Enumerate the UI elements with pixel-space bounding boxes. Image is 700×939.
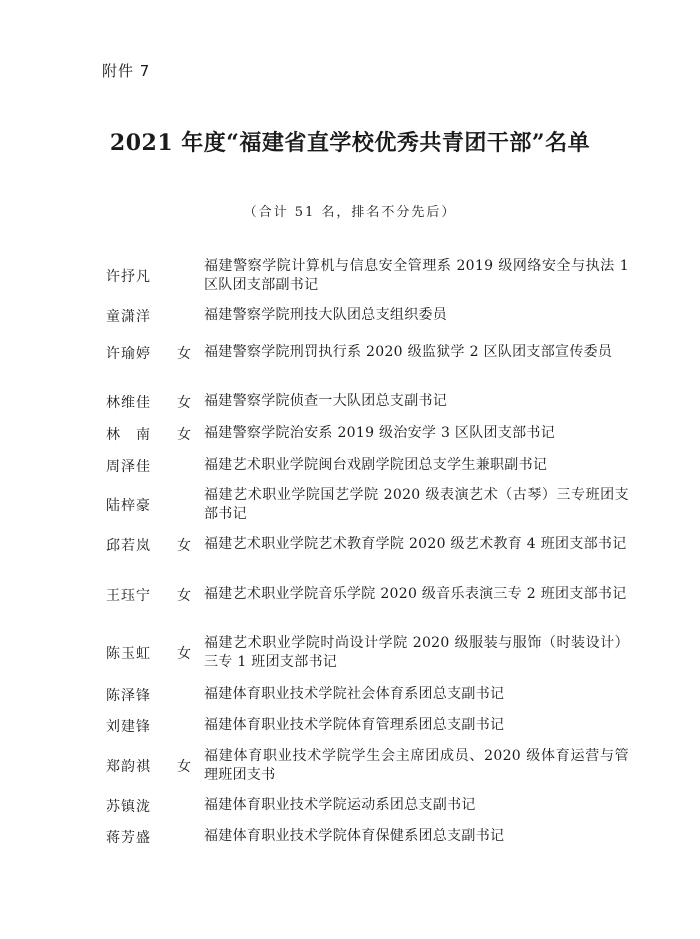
honoree-name: 林 南 [106,427,151,443]
document-subtitle: （合计 51 名，排名不分先后） [243,205,457,220]
honoree-name: 林维佳 [106,395,151,411]
honoree-name: 童潇洋 [106,309,151,325]
honoree-name: 苏镇泷 [106,799,151,815]
honoree-position: 福建艺术职业学院时尚设计学院 2020 级服装与服饰（时装设计）三专 1 班团支部书记 [204,635,629,670]
honoree-name: 刘建锋 [106,719,151,735]
honoree-position: 福建警察学院治安系 2019 级治安学 3 区队团支部书记 [204,425,556,441]
honoree-gender: 女 [177,427,191,443]
honoree-position: 福建艺术职业学院国艺学院 2020 级表演艺术（古琴）三专班团支部书记 [204,487,629,522]
honoree-position: 福建艺术职业学院艺术教育学院 2020 级艺术教育 4 班团支部书记 [204,536,627,552]
honoree-gender: 女 [177,646,191,662]
honoree-position: 福建体育职业技术学院学生会主席团成员、2020 级体育运营与管理班团支书 [204,748,629,783]
honoree-gender: 女 [177,588,191,604]
honoree-name: 许抒凡 [106,269,151,285]
honoree-position: 福建体育职业技术学院体育保健系团总支副书记 [204,828,505,844]
attachment-label: 附件 7 [102,62,151,80]
honoree-position: 福建警察学院刑技大队团总支组织委员 [204,307,448,323]
honoree-gender: 女 [177,395,191,411]
honoree-name: 郑韵祺 [106,759,151,775]
honoree-position: 福建体育职业技术学院体育管理系团总支副书记 [204,717,505,733]
honoree-name: 陆梓豪 [106,498,151,514]
honoree-name: 陈玉虹 [106,646,151,662]
honoree-gender: 女 [177,346,191,362]
honoree-name: 许瑜婷 [106,346,151,362]
document-title: 2021 年度“福建省直学校优秀共青团干部”名单 [109,130,591,156]
honoree-position: 福建警察学院计算机与信息安全管理系 2019 级网络安全与执法 1 区队团支部副书记 [204,258,629,293]
honoree-position: 福建体育职业技术学院运动系团总支副书记 [204,797,476,813]
honoree-name: 周泽佳 [106,459,151,475]
honoree-name: 邱若岚 [106,538,151,554]
honoree-position: 福建艺术职业学院音乐学院 2020 级音乐表演三专 2 班团支部书记 [204,586,627,602]
honoree-position: 福建艺术职业学院闽台戏剧学院团总支学生兼职副书记 [204,457,548,473]
honoree-name: 陈泽锋 [106,688,151,704]
honoree-position: 福建体育职业技术学院社会体育系团总支副书记 [204,686,505,702]
honoree-position: 福建警察学院侦查一大队团总支副书记 [204,393,448,409]
honoree-name: 王珏宁 [106,588,151,604]
honoree-gender: 女 [177,759,191,775]
honoree-position: 福建警察学院刑罚执行系 2020 级监狱学 2 区队团支部宣传委员 [204,344,613,360]
honoree-gender: 女 [177,538,191,554]
honoree-name: 蒋芳盛 [106,830,151,846]
